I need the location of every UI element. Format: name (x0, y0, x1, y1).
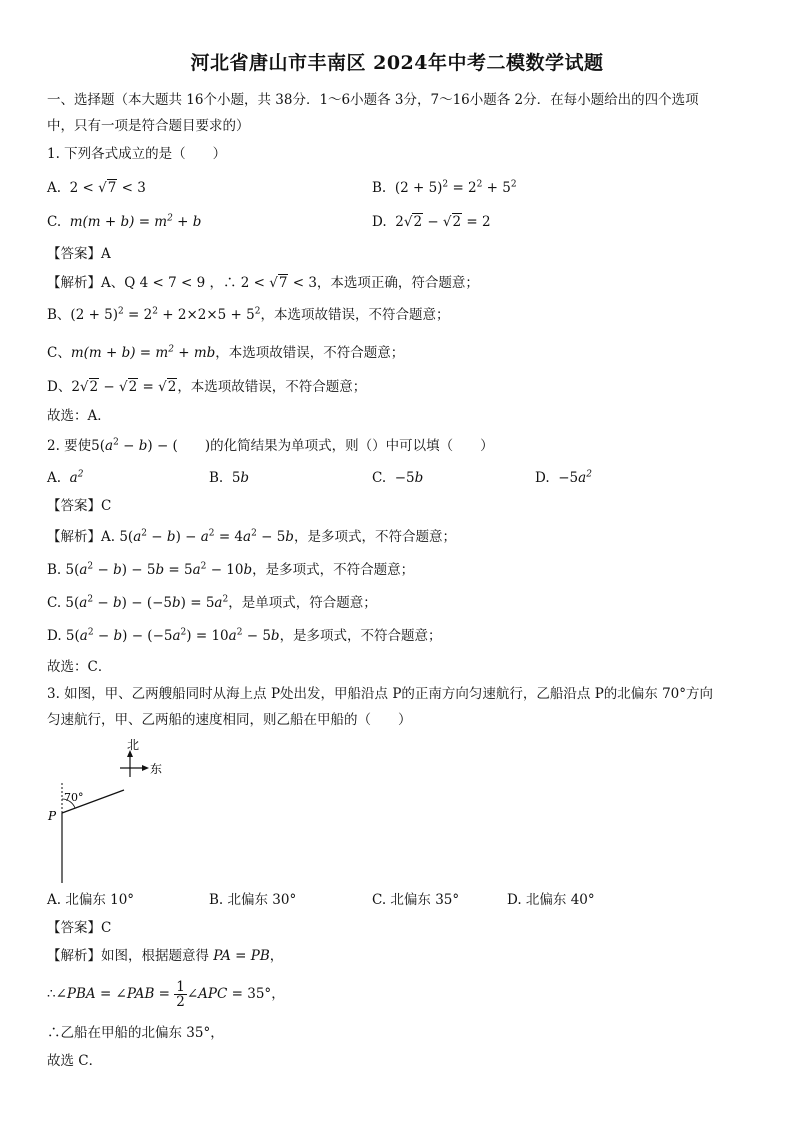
q1-analysis-c-prefix: C、 (47, 345, 71, 361)
figure-point-label: P (48, 809, 57, 823)
q2-analysis-a-formula: A. $5(a^2 - b) - a^2 = 4a^2 - 5b$ (101, 528, 294, 545)
q3-stem-line2: 匀速航行，甲、乙两船的速度相同，则乙船在甲船的（ ） (47, 712, 412, 728)
q1-option-b-label: B. (372, 180, 387, 196)
q2-option-c-formula: −5b (394, 470, 424, 486)
q3-option-b: B. 北偏东 30° (209, 892, 297, 908)
q1-conclusion: 故选：A． (47, 408, 111, 424)
q2-option-a-label: A. (47, 470, 62, 486)
figure-angle-label: 70° (64, 791, 84, 804)
q2-stem-prefix: 2. 要使 (47, 438, 92, 454)
q2-option-b (209, 468, 249, 488)
q3-stem-line1: 3. 如图，甲、乙两艘船同时从海上点 P处出发，甲船沿点 P的正南方向匀速航行，乙船沿点 P的北偏东 70°方向 (47, 686, 714, 702)
q2-stem-suffix: 的化简结果为单项式，则（）中可以填（ ） (210, 438, 494, 454)
q2-analysis-c-text: ，是单项式，符合题意； (228, 595, 377, 611)
q3-analysis-line1-formula: PA = PB (213, 948, 270, 964)
q2-stem (47, 436, 494, 456)
q2-option-d (535, 468, 592, 488)
q2-analysis-c (47, 593, 377, 613)
q2-option-a (47, 468, 83, 488)
q3-analysis-line1-text: 【解析】如图，根据题意得 (47, 948, 209, 964)
q1-option-d-label: D. (372, 214, 387, 230)
q2-answer: 【答案】C (47, 498, 112, 514)
q1-option-a-formula: 2 < √7 < 3 (69, 180, 146, 196)
q1-answer: 【答案】A (47, 246, 111, 262)
q2-option-d-label: D. (535, 470, 550, 486)
q1-option-a (47, 178, 146, 198)
q1-option-d-formula: 2√2 − √2 = 2 (395, 214, 491, 230)
q3-analysis-line2-suffix: ， (271, 986, 285, 1002)
q1-analysis-d-formula: 2√2 − √2 = √2 (71, 379, 177, 395)
q2-analysis-d-formula: D. $5(a^2 - b) - (-5a^2) = 10a^2 - 5b$ (47, 627, 280, 644)
q1-option-b-formula: $(2 + 5)^2 = 2^2 + 5^2$ (394, 179, 517, 196)
q1-analysis-c-formula: $m(m + b) = m^2$ + mb (70, 344, 216, 361)
q1-analysis-b (47, 305, 450, 325)
q1-option-c-formula: $m(m + b) = m^2 + b$ (69, 213, 202, 230)
q2-option-a-formula: $a^2$ (69, 469, 84, 486)
q2-analysis-a (47, 527, 456, 547)
q1-option-c (47, 212, 201, 232)
q2-analysis-c-formula: C. $5(a^2 - b) - (-5b) = 5a^2$ (47, 594, 229, 611)
q2-option-d-formula: $-5a^2$ (558, 469, 592, 486)
q1-analysis-d (47, 377, 366, 397)
q3-option-c: C. 北偏东 35° (372, 892, 460, 908)
q2-analysis-d-text: ，是多项式，不符合题意； (279, 628, 442, 644)
q3-answer: 【答案】C (47, 920, 112, 936)
q2-option-b-formula: 5b (231, 470, 250, 486)
page-title: 河北省唐山市丰南区 2024年中考二模数学试题 (190, 52, 604, 74)
q2-analysis-d (47, 626, 442, 646)
q3-analysis-line3: ∴乙船在甲船的北偏东 35°， (47, 1025, 224, 1041)
q3-analysis-line2-formula: ∴∠PBA = ∠PAB = $\frac{1}{2}$ ∠APC = 35° (47, 979, 272, 1010)
q1-stem: 1. 下列各式成立的是（ ） (47, 146, 227, 162)
q1-option-a-label: A. (47, 180, 62, 196)
q1-analysis-b-formula: $(2 + 5)^2 = 2^2 + 2\times 2\times 5 + 5^2$ (70, 306, 261, 323)
q2-analysis-b-formula: B. $5(a^2 - b) - 5b = 5a^2 - 10b$ (47, 561, 253, 578)
q2-stem-formula: $5(a^2 - b)$ − ( ) (91, 437, 211, 454)
q2-analysis-a-text: ，是多项式，不符合题意； (293, 529, 456, 545)
q2-option-c-label: C. (372, 470, 387, 486)
section-header-line1: 一、选择题（本大题共 16个小题，共 38分．1～6小题各 3分，7～16小题各 2分．在每小题给出的四个选项 (47, 92, 699, 108)
q1-analysis-b-prefix: B、 (47, 307, 71, 323)
q1-analysis-label: 【解析】 (47, 275, 101, 291)
q2-analysis-b-text: ，是多项式，不符合题意； (252, 562, 415, 578)
q1-analysis-d-prefix: D、 (47, 379, 72, 395)
q1-analysis-c-text: ，本选项故错误，不符合题意； (215, 345, 405, 361)
q1-analysis-c (47, 343, 404, 363)
q2-analysis-label: 【解析】 (47, 529, 101, 545)
figure-north-label: 北 (127, 738, 140, 752)
q1-analysis-d-text: ，本选项故错误，不符合题意； (177, 379, 367, 395)
q3-conclusion: 故选 C． (47, 1053, 103, 1069)
q3-option-a: A. 北偏东 10° (47, 892, 135, 908)
q1-option-c-label: C. (47, 214, 62, 230)
q2-option-c (372, 468, 423, 488)
q3-analysis-line1: 【解析】如图，根据题意得 PA = PB， (47, 948, 284, 964)
q3-analysis-line2 (47, 980, 285, 1009)
section-header-line2: 中，只有一项是符合题目要求的） (47, 118, 250, 134)
q1-analysis-a-prefix: A、 (101, 275, 125, 291)
q1-analysis-b-text: ，本选项故错误，不符合题意； (260, 307, 450, 323)
q3-compass-figure (40, 735, 180, 885)
q2-analysis-b (47, 560, 414, 580)
q3-option-d: D. 北偏东 40° (507, 892, 595, 908)
q2-option-b-label: B. (209, 470, 224, 486)
q1-analysis-a-text: ，本选项正确，符合题意； (316, 275, 479, 291)
compass-icon (120, 750, 149, 777)
q1-option-b (372, 178, 517, 198)
q1-analysis-a-formula: Q 4 < 7 < 9 ，∴ 2 < √7 < 3 (124, 275, 317, 291)
q1-analysis-a (47, 273, 479, 293)
q2-conclusion: 故选：C． (47, 659, 112, 675)
figure-east-label: 东 (150, 762, 163, 776)
q1-option-d (372, 212, 491, 232)
